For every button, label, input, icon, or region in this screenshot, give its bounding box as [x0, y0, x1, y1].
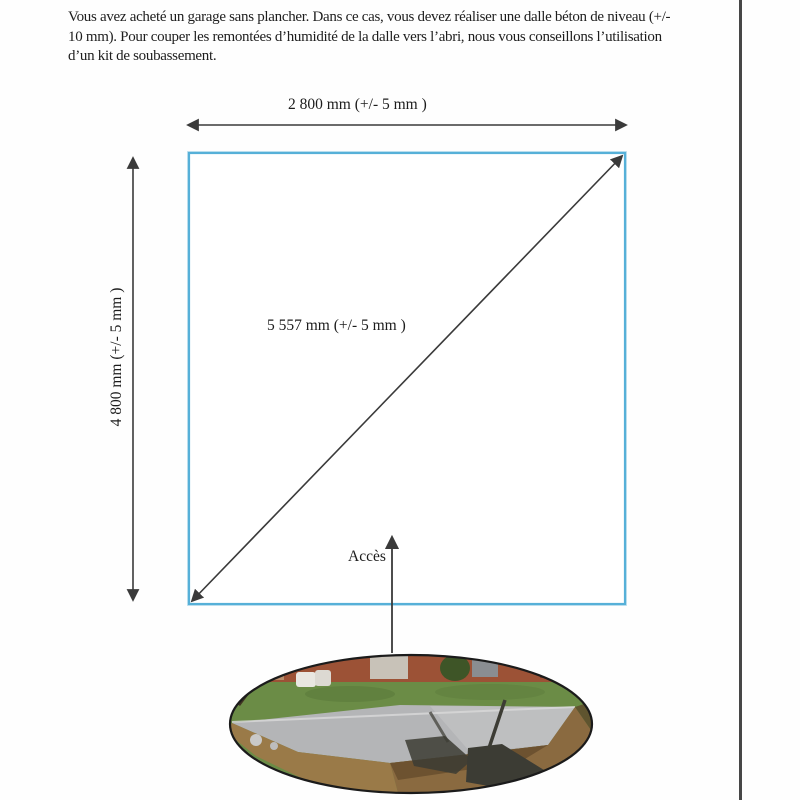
width-dimension-label: 2 800 mm (+/- 5 mm ): [288, 96, 427, 113]
photo-rubble: [250, 734, 262, 746]
intro-line: 10 mm). Pour couper les remontées d’humidité de la dalle vers l’abri, nous vous conseillons l’utilisation: [68, 28, 662, 45]
photo-white-sack: [315, 670, 331, 686]
intro-line: Vous avez acheté un garage sans plancher. Dans ce cas, vous devez réaliser une dalle béton de niveau (+/-: [68, 9, 671, 25]
height-dimension-label: 4 800 mm (+/- 5 mm ): [108, 287, 125, 427]
photo-building-dark-section: [540, 658, 572, 678]
access-label: Accès: [348, 548, 386, 565]
diagonal-dimension-label: 5 557 mm (+/- 5 mm ): [267, 317, 406, 334]
photo-rubble: [270, 742, 278, 750]
intro-line: d’un kit de soubassement.: [68, 48, 217, 64]
slab-photo: [224, 653, 615, 798]
photo-white-sack: [296, 672, 316, 687]
photo-building-gray-section: [370, 656, 408, 679]
photo-grass-shade: [435, 684, 545, 700]
photo-grass-shade: [305, 686, 395, 702]
